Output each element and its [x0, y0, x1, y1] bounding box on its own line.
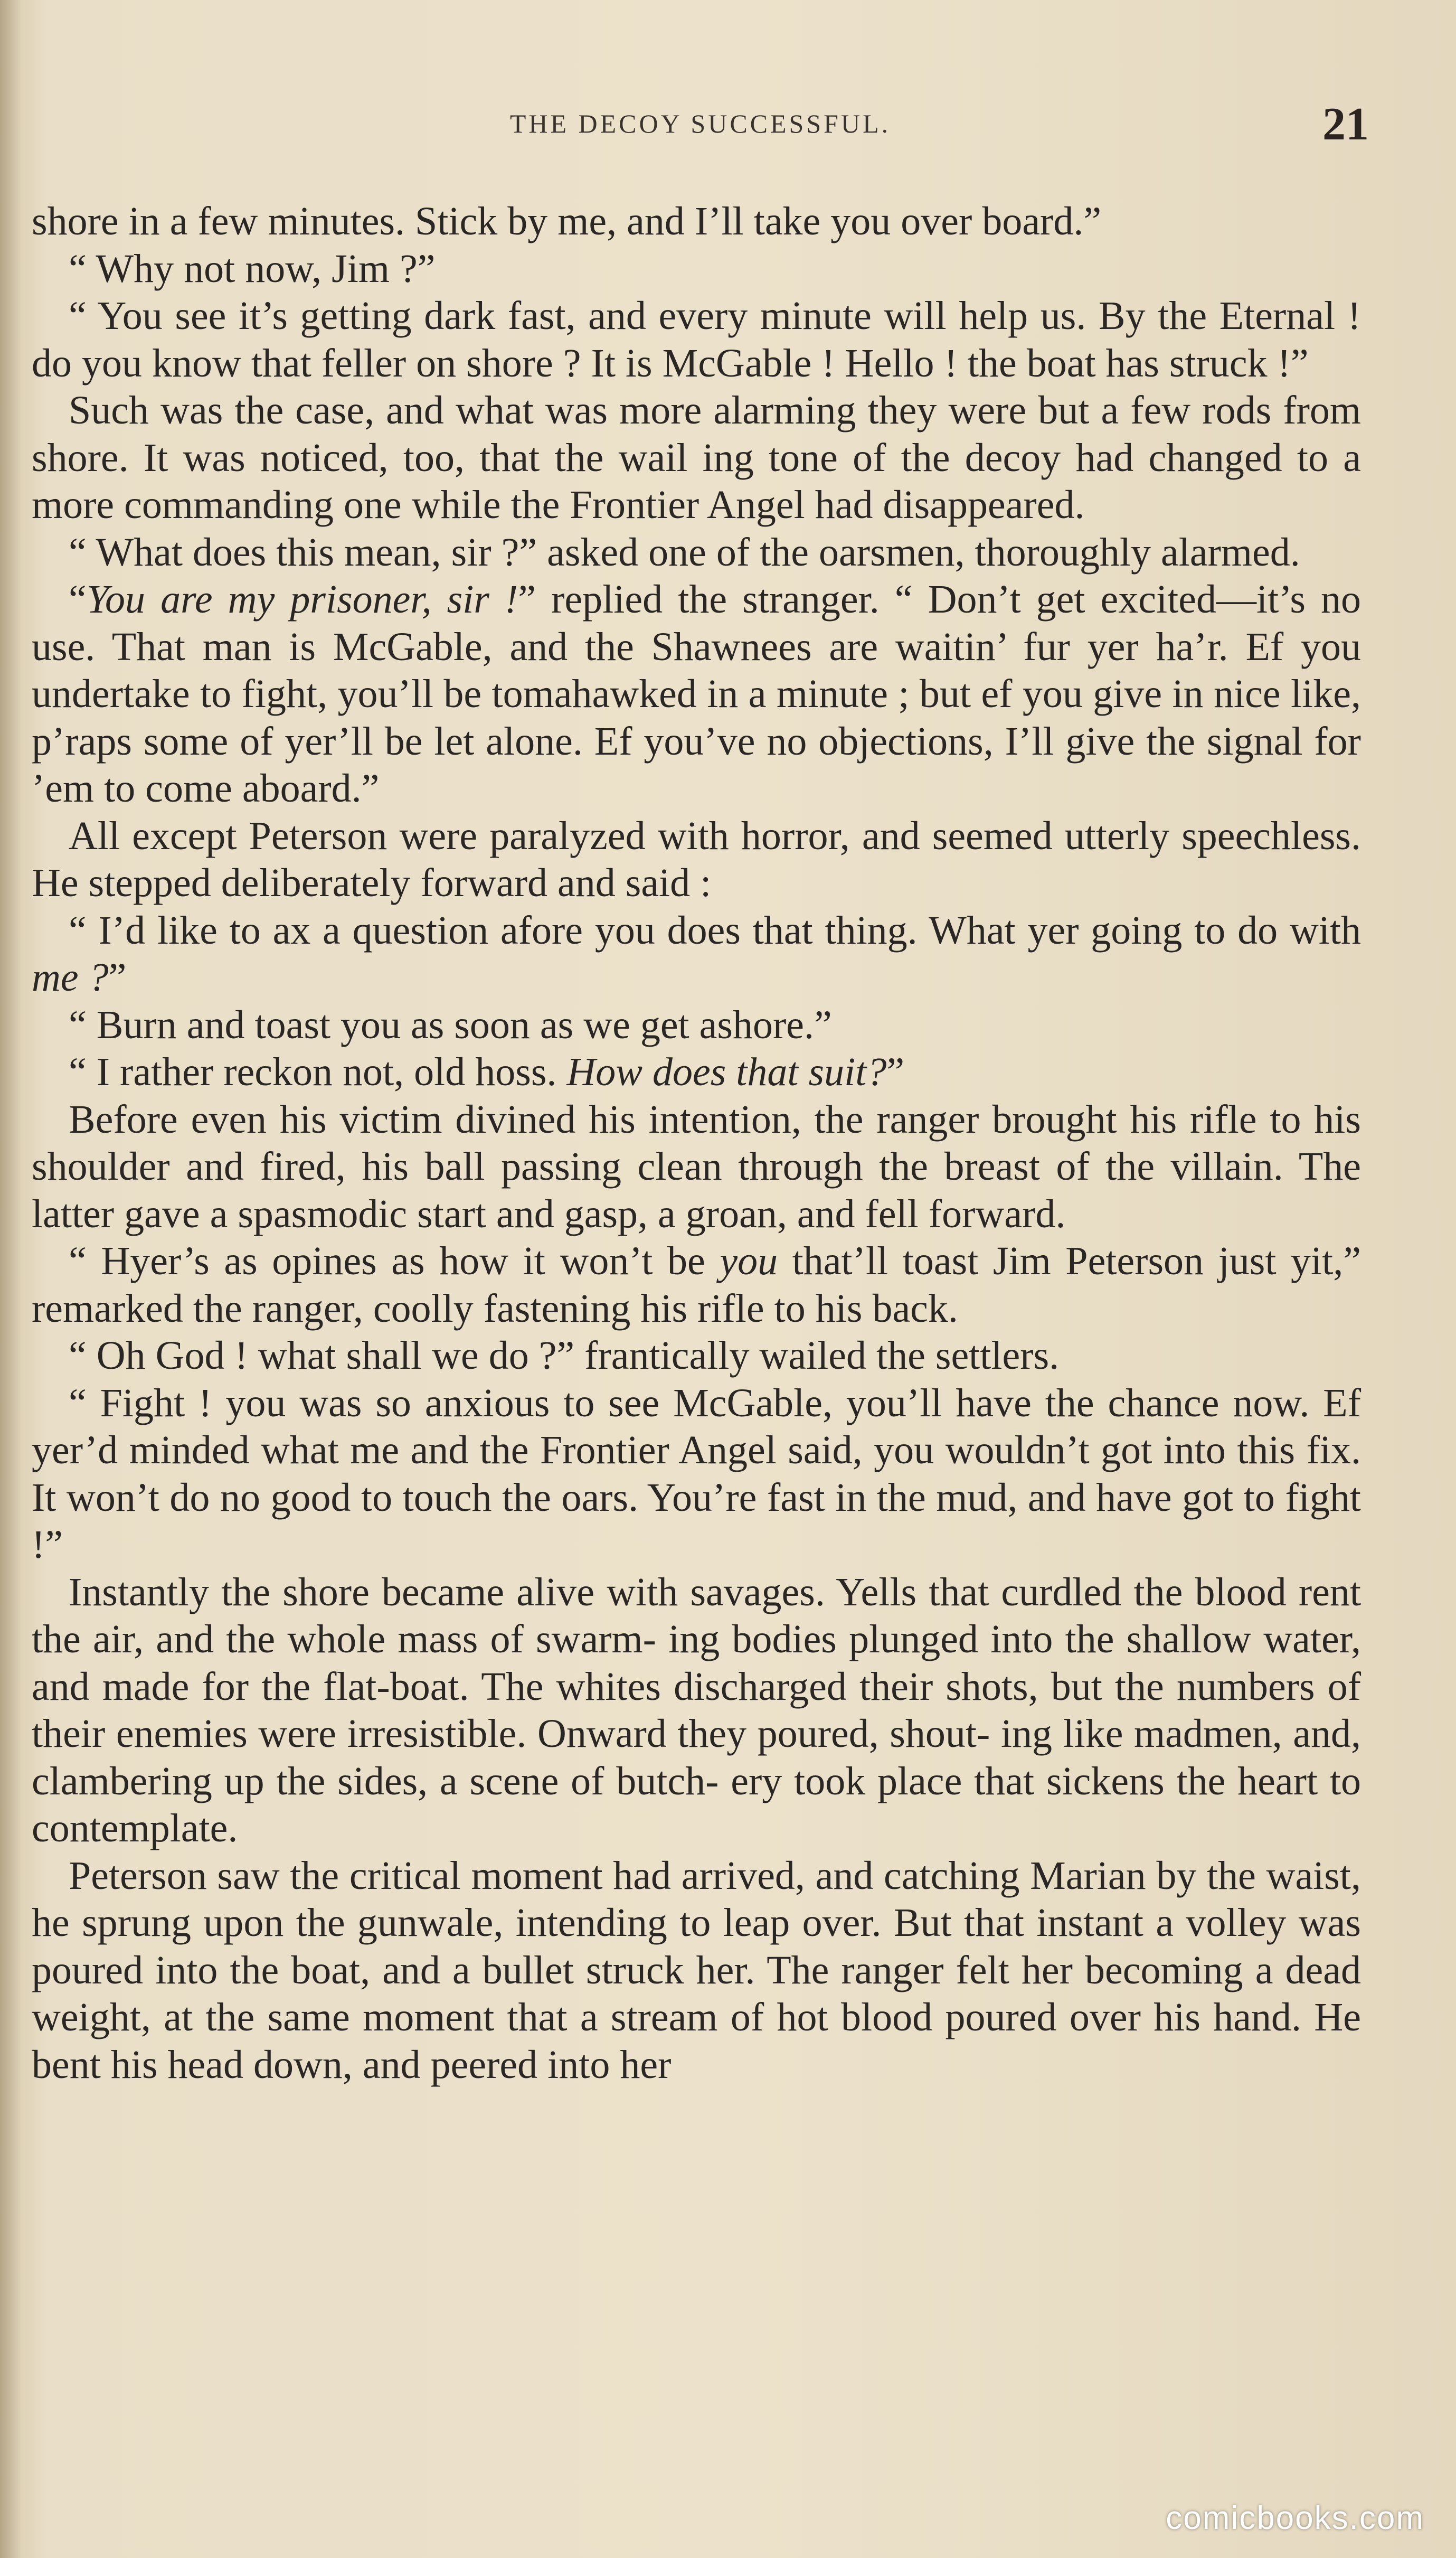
- paragraph: [32, 1332, 1361, 1380]
- text-run: shore in a few minutes. Stick by me, and I’ll take you over board.”: [32, 199, 1102, 243]
- paragraph: [32, 1852, 1361, 2089]
- running-head: THE DECOY SUCCESSFUL.: [509, 109, 891, 138]
- paragraph: [32, 529, 1361, 577]
- text-run: “ What does this mean, sir ?” asked one of the oarsmen, thoroughly alarmed.: [69, 530, 1300, 575]
- text-run: Before even his victim divined his intention, the ranger brought his rifle to his shoulder and fired, his ball passing clean through the breast of the villain. The latter gave a spasmodic start and gasp, a groan, and fell forward.: [32, 1097, 1361, 1236]
- paragraph: [32, 907, 1361, 1002]
- paragraph: [32, 198, 1361, 246]
- italic-text: me ?: [32, 955, 109, 1000]
- text-run: Instantly the shore became alive with savages. Yells that curdled the blood rent the air, and the whole mass of swarm- ing bodies plunged into the shallow water, and made for the flat-boat. The whites discharged their shots, but the numbers of their enemies were irresistible. Onward they poured, shout- ing like madmen, and, clambering up the sides, a scene of butch- ery took place that sickens the heart to contemplate.: [32, 1569, 1361, 1850]
- body-text: [32, 198, 1361, 2089]
- paragraph: [32, 576, 1361, 813]
- paragraph: [32, 1002, 1361, 1049]
- text-run: “ Burn and toast you as soon as we get ashore.”: [69, 1002, 832, 1047]
- text-run: Peterson saw the critical moment had arrived, and catching Marian by the waist, he sprung upon the gunwale, intending to leap over. But that instant a volley was poured into the boat, and a bullet struck her. The ranger felt her becoming a dead weight, at the same moment that a stream of hot blood poured over his hand. He bent his head down, and peered into her: [32, 1853, 1361, 2087]
- paragraph: [32, 813, 1361, 907]
- text-run: ”: [886, 1050, 905, 1094]
- text-run: “ Fight ! you was so anxious to see McGable, you’ll have the chance now. Ef yer’d minded what me and the Frontier Angel said, you wouldn’t got into this fix. It won’t do no good to touch the oars. You’re fast in the mud, and have got to fight !”: [32, 1380, 1361, 1567]
- paragraph: [32, 1380, 1361, 1569]
- text-run: “ You see it’s getting dark fast, and every minute will help us. By the Eternal ! do you know that feller on shore ? It is McGable ! Hello ! the boat has struck !”: [32, 294, 1361, 385]
- text-run: “: [69, 577, 87, 622]
- text-run: “ I rather reckon not, old hoss.: [69, 1050, 567, 1094]
- paragraph: [32, 1096, 1361, 1238]
- paragraph: [32, 1569, 1361, 1852]
- page-number: 21: [1322, 99, 1369, 150]
- text-run: All except Peterson were paralyzed with horror, and seemed utterly speechless. He stepped deliberately forward and said :: [32, 813, 1361, 905]
- paragraph: [32, 246, 1361, 293]
- text-run: Such was the case, and what was more alarming they were but a few rods from shore. It was noticed, too, that the wail ing tone of the decoy had changed to a more commanding one while the Frontier Angel had disappeared.: [32, 388, 1361, 527]
- text-run: ”: [108, 955, 127, 1000]
- text-run: that’ll toast Jim Peterson just yit,” remarked the ranger, coolly fastening his rifle to his back.: [32, 1239, 1361, 1331]
- text-run: ” replied the stranger. “ Don’t get excited—it’s no use. That man is McGable, and the Shawnees are waitin’ fur yer ha’r. Ef you undertake to fight, you’ll be tomahawked in a minute ; but ef you give in nice like, p’raps some of yer’ll be let alone. Ef you’ve no objections, I’ll give the signal for ’em to come aboard.”: [32, 577, 1362, 811]
- paragraph: [32, 1238, 1361, 1332]
- text-run: “ I’d like to ax a question afore you does that thing. What yer going to do with: [69, 908, 1361, 953]
- spine-shadow: [0, 0, 21, 2558]
- paragraph: [32, 1049, 1361, 1096]
- italic-text: How does that suit?: [566, 1050, 887, 1094]
- italic-text: you: [720, 1239, 778, 1283]
- paragraph: [32, 387, 1361, 529]
- paragraph: [32, 293, 1361, 387]
- text-run: “ Hyer’s as opines as how it won’t be: [69, 1239, 720, 1283]
- italic-text: You are my prisoner, sir !: [86, 577, 518, 622]
- page-header: [32, 98, 1369, 151]
- watermark: comicbooks.com: [1166, 2500, 1424, 2536]
- text-run: “ Oh God ! what shall we do ?” frantically wailed the settlers.: [69, 1333, 1060, 1378]
- text-run: “ Why not now, Jim ?”: [69, 246, 436, 291]
